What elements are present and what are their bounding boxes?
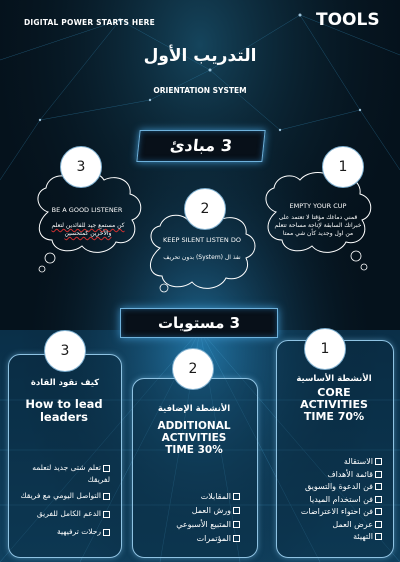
list-item: فن استخدام الميديا xyxy=(286,494,382,507)
level-2-list xyxy=(150,490,240,546)
checkbox-icon xyxy=(375,496,382,503)
checkbox-icon xyxy=(103,493,110,500)
brand-title: TOOLS xyxy=(316,10,380,30)
principles-banner: 3 مبادئ xyxy=(136,130,265,162)
list-item: المقابلات xyxy=(150,490,240,504)
checkbox-icon xyxy=(375,458,382,465)
levels-banner: 3 مستويات xyxy=(120,308,278,338)
list-item: فن الدعوة والتسويق xyxy=(286,481,382,494)
level-1-title-en-line-2: ACTIVITIES xyxy=(300,398,368,411)
level-2-title-en-line-1: ADDITIONAL xyxy=(157,420,231,432)
list-item: رحلات ترفيهية xyxy=(14,526,110,538)
list-item: تعلم شتى جديد لتعلمه لفريقك xyxy=(32,463,110,484)
level-1-title-ar: الأنشطة الأساسية xyxy=(296,374,372,384)
list-item: التواصل اليومي مع فريقك xyxy=(14,490,110,502)
list-item: الدعم الكامل للفريق xyxy=(14,508,110,520)
level-1-title-en-line-1: CORE xyxy=(317,386,351,399)
level-1-number: 1 xyxy=(304,328,346,370)
checkbox-icon xyxy=(103,511,110,518)
level-1-list xyxy=(286,456,382,544)
level-2-title-en-line-2: ACTIVITIES xyxy=(161,432,227,444)
list-item: التهيئة xyxy=(286,531,382,544)
level-3-list xyxy=(14,462,110,538)
checkbox-icon xyxy=(375,508,382,515)
list-item: المتبيع الأسبوعي xyxy=(150,518,240,532)
list-item: الاستقالة xyxy=(286,456,382,469)
list-item: المؤتمرات xyxy=(150,532,240,546)
principle-1-title: EMPTY YOUR CUP xyxy=(289,202,347,210)
checkbox-icon xyxy=(103,529,110,536)
level-2-title-ar: الأنشطة الإضافية xyxy=(157,404,231,414)
level-3-title-en-line-1: How to lead xyxy=(25,397,103,411)
list-item: ورش العمل xyxy=(150,504,240,518)
principle-1-number: 1 xyxy=(322,146,364,188)
checkbox-icon xyxy=(375,483,382,490)
list-item: قائمة الأهداف xyxy=(286,469,382,482)
level-3-title-ar: كيف تقود القادة xyxy=(30,378,100,388)
principle-2-text: نفذ ال (System) بدون تحريف xyxy=(163,254,241,261)
checkbox-icon xyxy=(375,521,382,528)
tagline: DIGITAL POWER STARTS HERE xyxy=(24,18,155,27)
principle-2-title: KEEP SILENT LISTEN DO xyxy=(163,236,241,244)
list-item: عرض العمل xyxy=(286,519,382,532)
checkbox-icon xyxy=(233,507,240,514)
principle-1-text: قمني دماغك مؤقتا لا تعتمد على خبراتك السابقة لإتاحة مساحة تتعلم من اول وجديد كأن شي ممتا xyxy=(274,214,362,237)
principle-3-text: كن مستمع جيد للفائدين لتعلم والأخرين كمتحسين xyxy=(51,222,125,237)
page-subtitle: ORIENTATION SYSTEM xyxy=(153,86,247,95)
checkbox-icon xyxy=(233,493,240,500)
level-2-number: 2 xyxy=(172,348,214,390)
checkbox-icon xyxy=(375,533,382,540)
page-title: التدريب الأول xyxy=(143,46,257,66)
level-2-title-en-line-3: TIME 30% xyxy=(165,444,223,456)
checkbox-icon xyxy=(375,471,382,478)
level-1-title-en-line-3: TIME 70% xyxy=(303,410,365,423)
checkbox-icon xyxy=(103,465,110,472)
principle-2-number: 2 xyxy=(184,188,226,230)
checkbox-icon xyxy=(233,521,240,528)
level-3-title-en-line-2: leaders xyxy=(39,410,89,424)
principle-3-number: 3 xyxy=(60,146,102,188)
list-item: فن احتواء الاعتراضات xyxy=(286,506,382,519)
checkbox-icon xyxy=(233,535,240,542)
level-3-number: 3 xyxy=(44,330,86,372)
principle-3-title: BE A GOOD LISTENER xyxy=(51,206,123,214)
